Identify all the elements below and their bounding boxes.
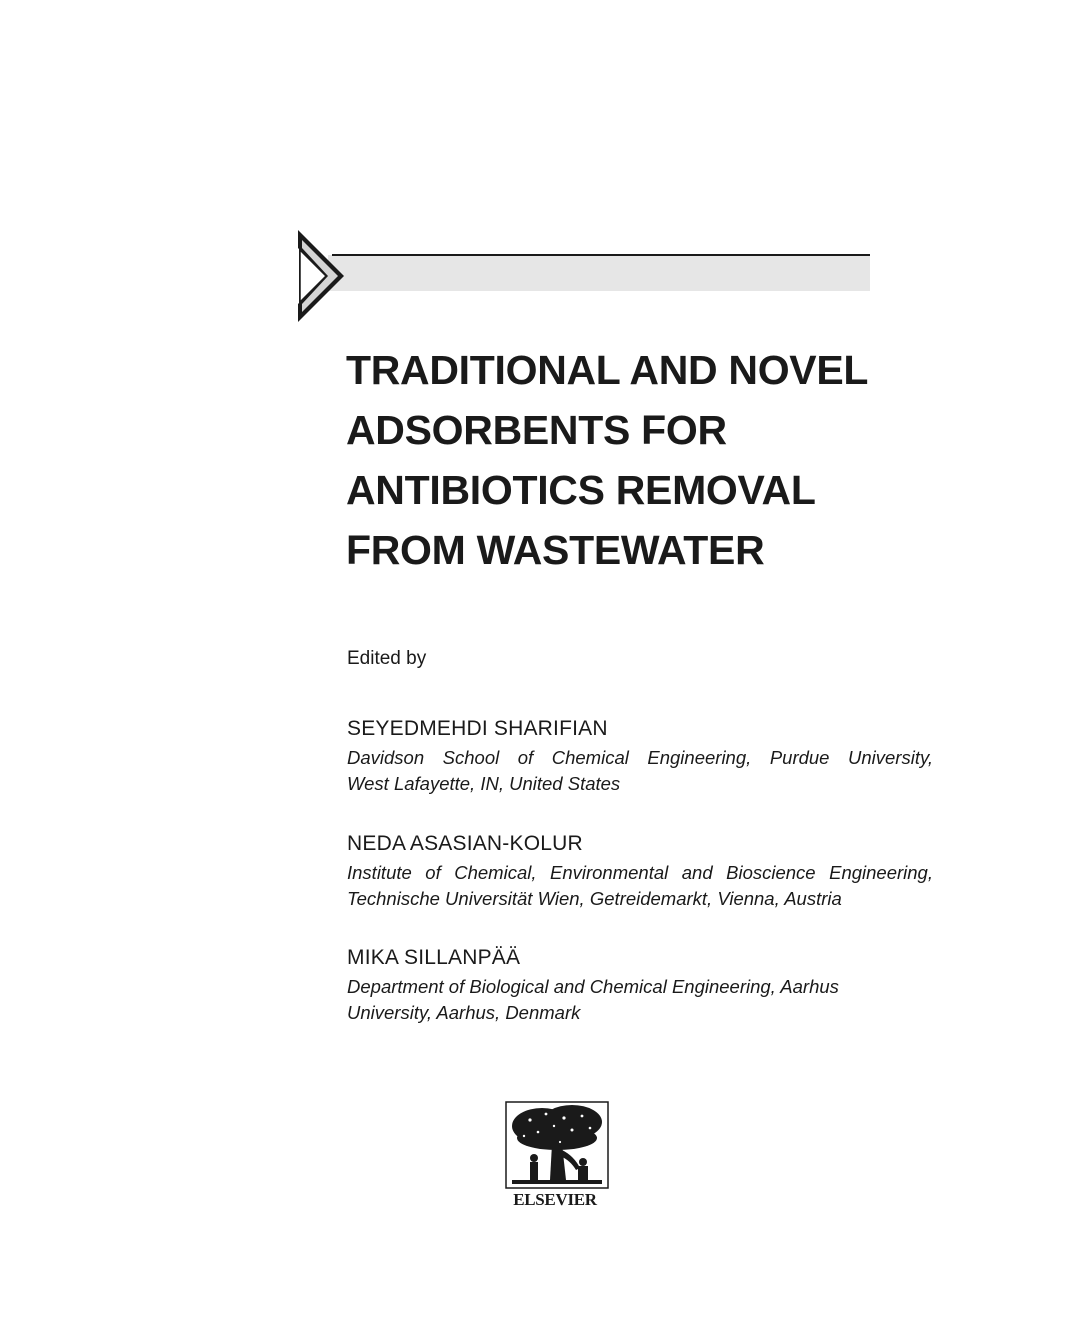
title-line: FROM WASTEWATER (346, 527, 765, 573)
title-line: ANTIBIOTICS REMOVAL (346, 467, 816, 513)
editor-name: NEDA ASASIAN-KOLUR (347, 832, 583, 855)
book-title (346, 340, 946, 580)
affiliation-line: University, Aarhus, Denmark (347, 1002, 581, 1023)
affiliation-line: West Lafayette, IN, United States (347, 773, 621, 794)
affiliation-line: Davidson School of Chemical Engineering, Purdue University, (347, 747, 933, 768)
editor-name: SEYEDMEHDI SHARIFIAN (347, 717, 608, 740)
editor-entry (347, 715, 933, 797)
title-banner (298, 230, 872, 322)
affiliation-line: Department of Biological and Chemical Engineering, Aarhus (347, 976, 839, 997)
editor-entry (347, 830, 933, 912)
publisher-name: ELSEVIER (513, 1190, 597, 1209)
chevron-banner-icon (298, 230, 872, 322)
affiliation-line: Institute of Chemical, Environmental and Bioscience Engineering, (347, 862, 933, 883)
title-line: TRADITIONAL AND NOVEL (346, 347, 869, 393)
editor-name: MIKA SILLANPÄÄ (347, 946, 521, 969)
affiliation-line: Technische Universität Wien, Getreidemarkt, Vienna, Austria (347, 888, 842, 909)
editor-affiliation (347, 860, 933, 912)
edited-by-label: Edited by (347, 648, 427, 669)
editor-affiliation (347, 974, 933, 1026)
editor-entry (347, 944, 933, 1026)
title-line: ADSORBENTS FOR (346, 407, 727, 453)
editor-affiliation (347, 745, 933, 797)
